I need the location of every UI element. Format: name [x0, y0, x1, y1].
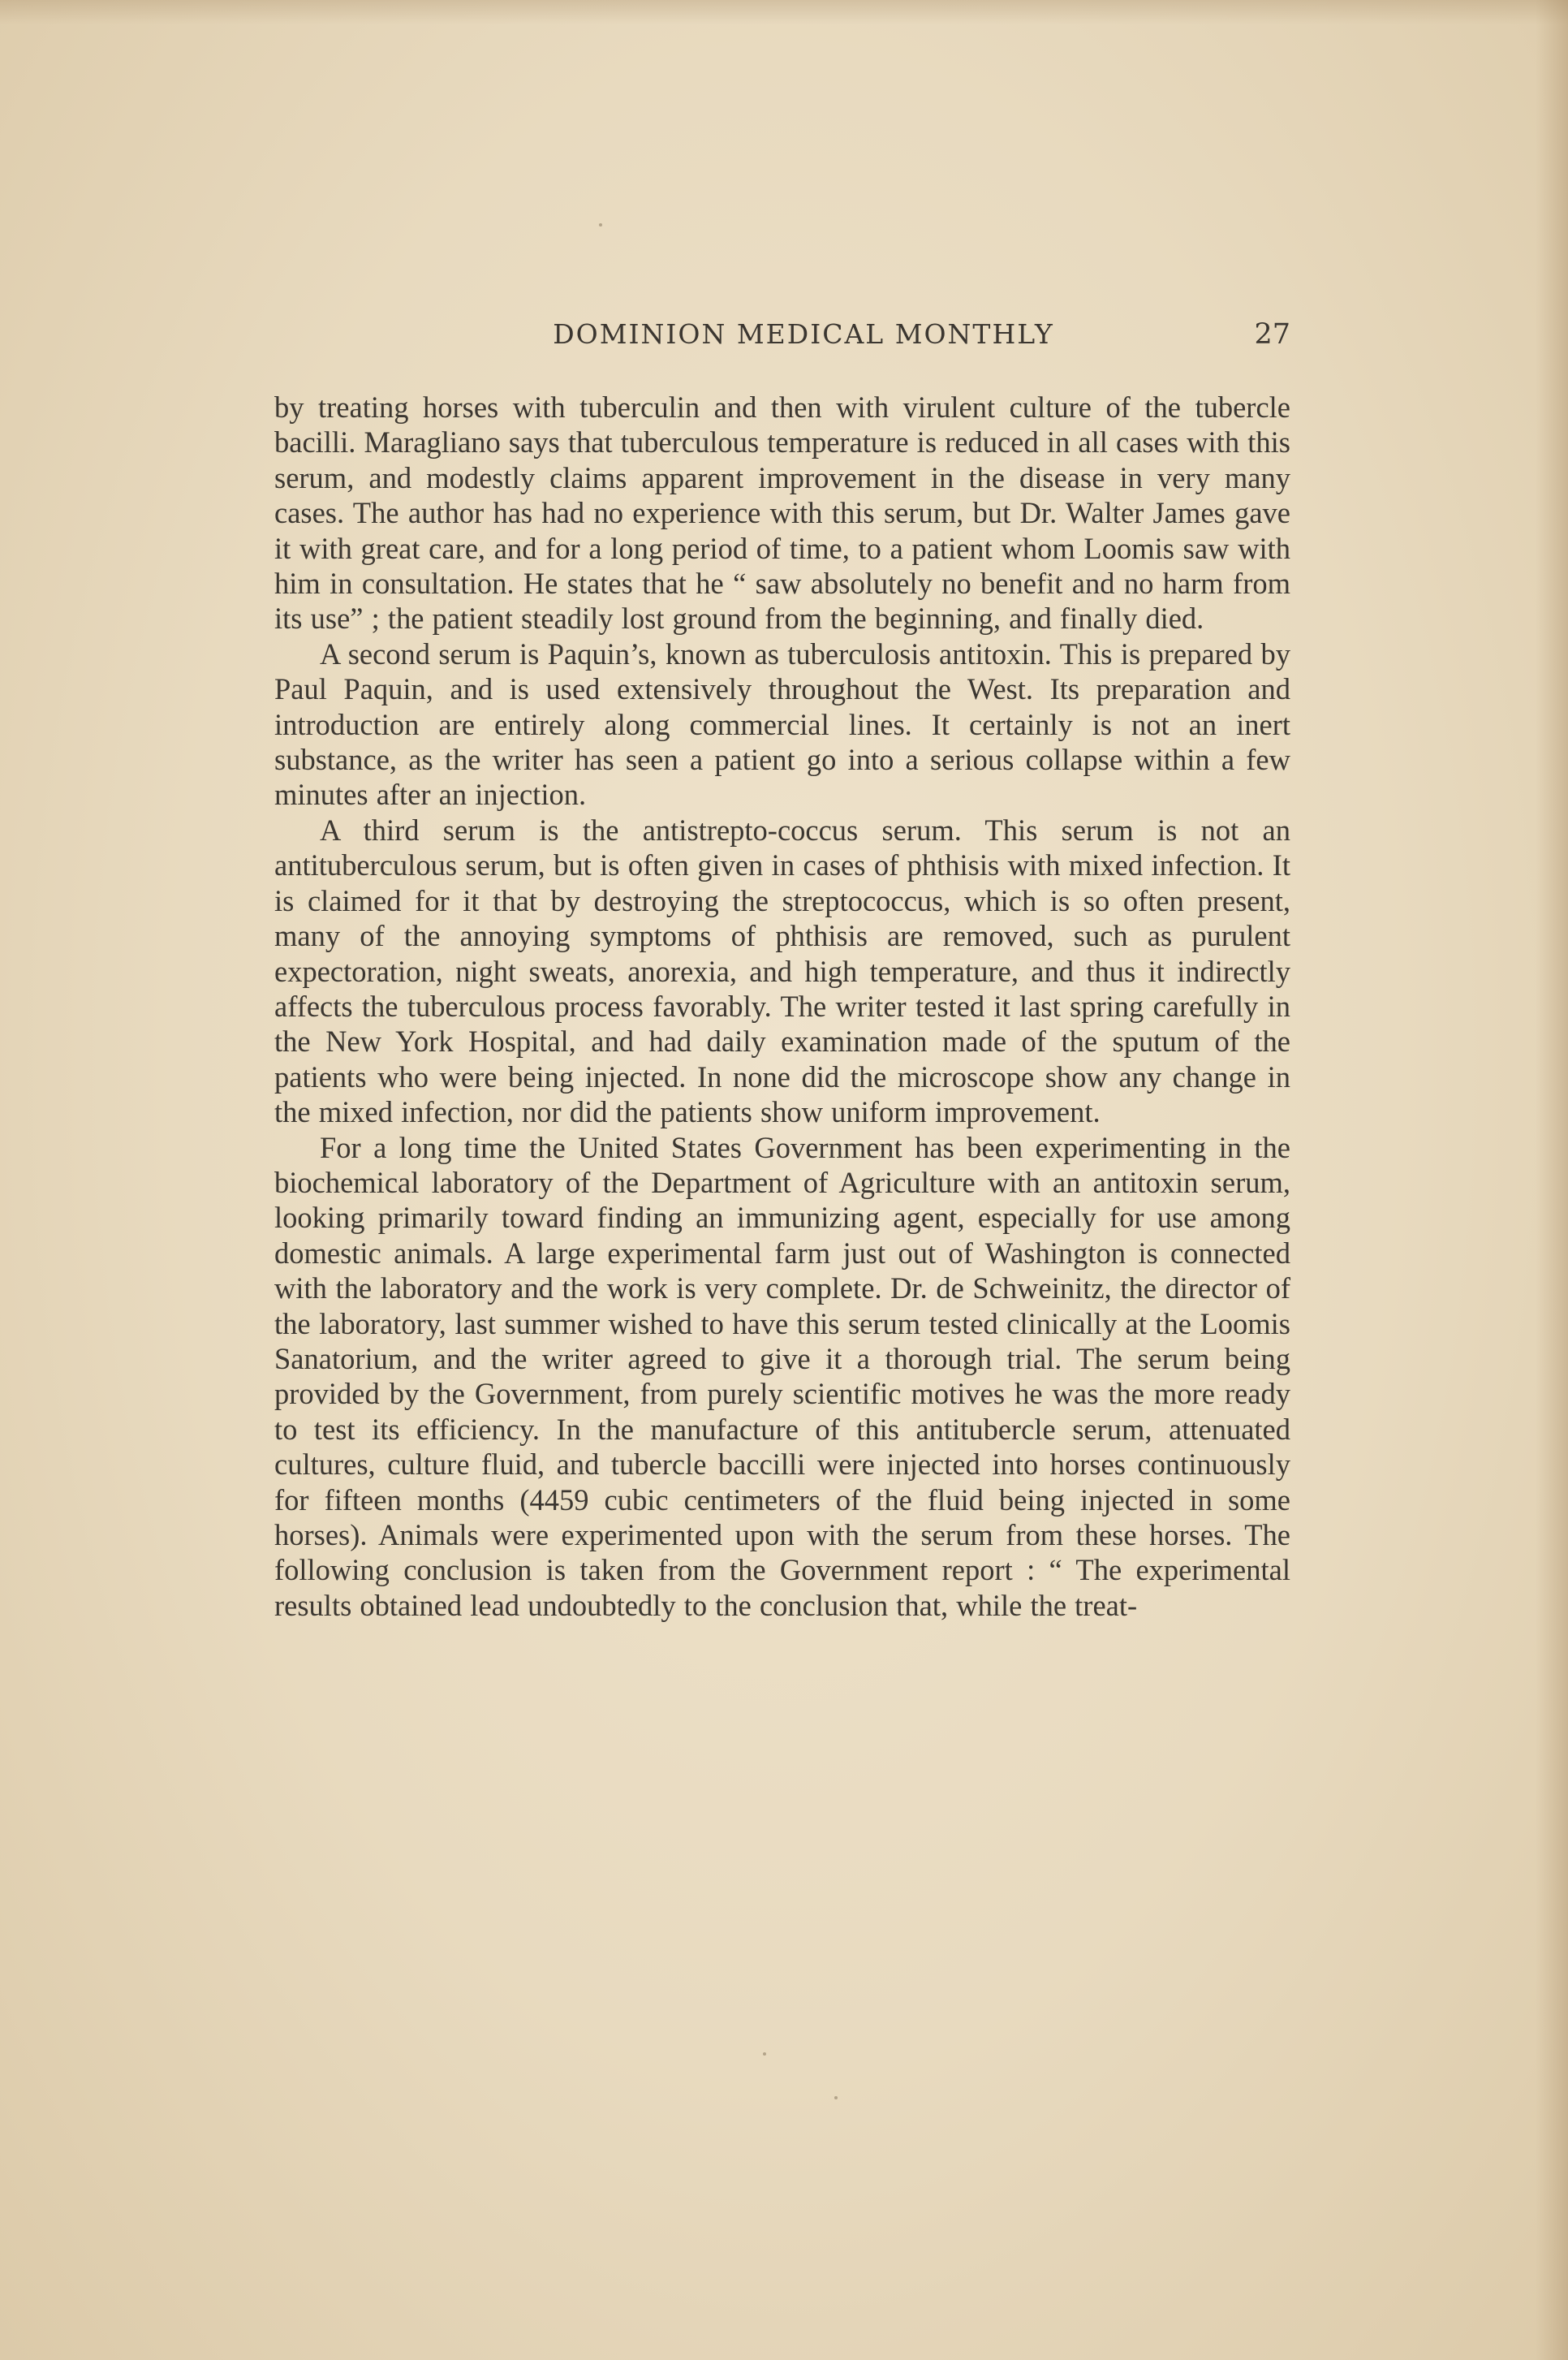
paragraph-2: A second serum is Paquin’s, known as tuberculosis antitoxin. This is prepared by Paul Paquin, and is used extensively throughout the West. Its preparation and introduction are entirely along commercial lines. It certainly is not an inert substance, as the writer has seen a patient go into a serious collapse within a few minutes after an injection. — [274, 636, 1290, 812]
running-head: DOMINION MEDICAL MONTHLY — [553, 318, 1054, 350]
paper-speck — [763, 2052, 766, 2056]
paper-speck — [599, 223, 602, 227]
page-number: 27 — [1254, 318, 1290, 351]
page-header — [276, 318, 1290, 360]
article-body — [274, 390, 1290, 1623]
paragraph-4: For a long time the United States Government has been experimenting in the biochemical laboratory of the Department of Agriculture with an antitoxin serum, looking primarily toward finding an immunizing agent, especially for use among domestic animals. A large experimental farm just out of Washington is connected with the laboratory and the work is very complete. Dr. de Schweinitz, the director of the laboratory, last summer wished to have this serum tested clinically at the Loomis Sanatorium, and the writer agreed to give it a thorough trial. The serum being provided by the Government, from purely scientific motives he was the more ready to test its efficiency. In the manufacture of this antitubercle serum, attenuated cultures, culture fluid, and tubercle baccilli were injected into horses continuously for fifteen months (4459 cubic centimeters of the fluid being injected in some horses). Animals were experimented upon with the serum from these horses. The following conclusion is taken from the Government report : “ The experimental results obtained lead undoubtedly to the conclusion that, while the treat- — [274, 1130, 1290, 1622]
paragraph-1: by treating horses with tuberculin and then with virulent culture of the tubercle bacilli. Maragliano says that tuberculous temperature is reduced in all cases with this serum, and modestly claims apparent improvement in the disease in very many cases. The author has had no experience with this serum, but Dr. Walter James gave it with great care, and for a long period of time, to a patient whom Loomis saw with him in consultation. He states that he “ saw absolutely no benefit and no harm from its use” ; the patient steadily lost ground from the beginning, and finally died. — [274, 390, 1290, 636]
paragraph-3: A third serum is the antistrepto-coccus serum. This serum is not an antituberculous serum, but is often given in cases of phthisis with mixed infection. It is claimed for it that by destroying the streptococcus, which is so often present, many of the annoying symptoms of phthisis are removed, such as purulent expectoration, night sweats, anorexia, and high temperature, and thus it indirectly affects the tuberculous process favorably. The writer tested it last spring carefully in the New York Hospital, and had daily examination made of the sputum of the patients who were being injected. In none did the microscope show any change in the mixed infection, nor did the patients show uniform improvement. — [274, 813, 1290, 1129]
paper-speck — [834, 2096, 838, 2099]
